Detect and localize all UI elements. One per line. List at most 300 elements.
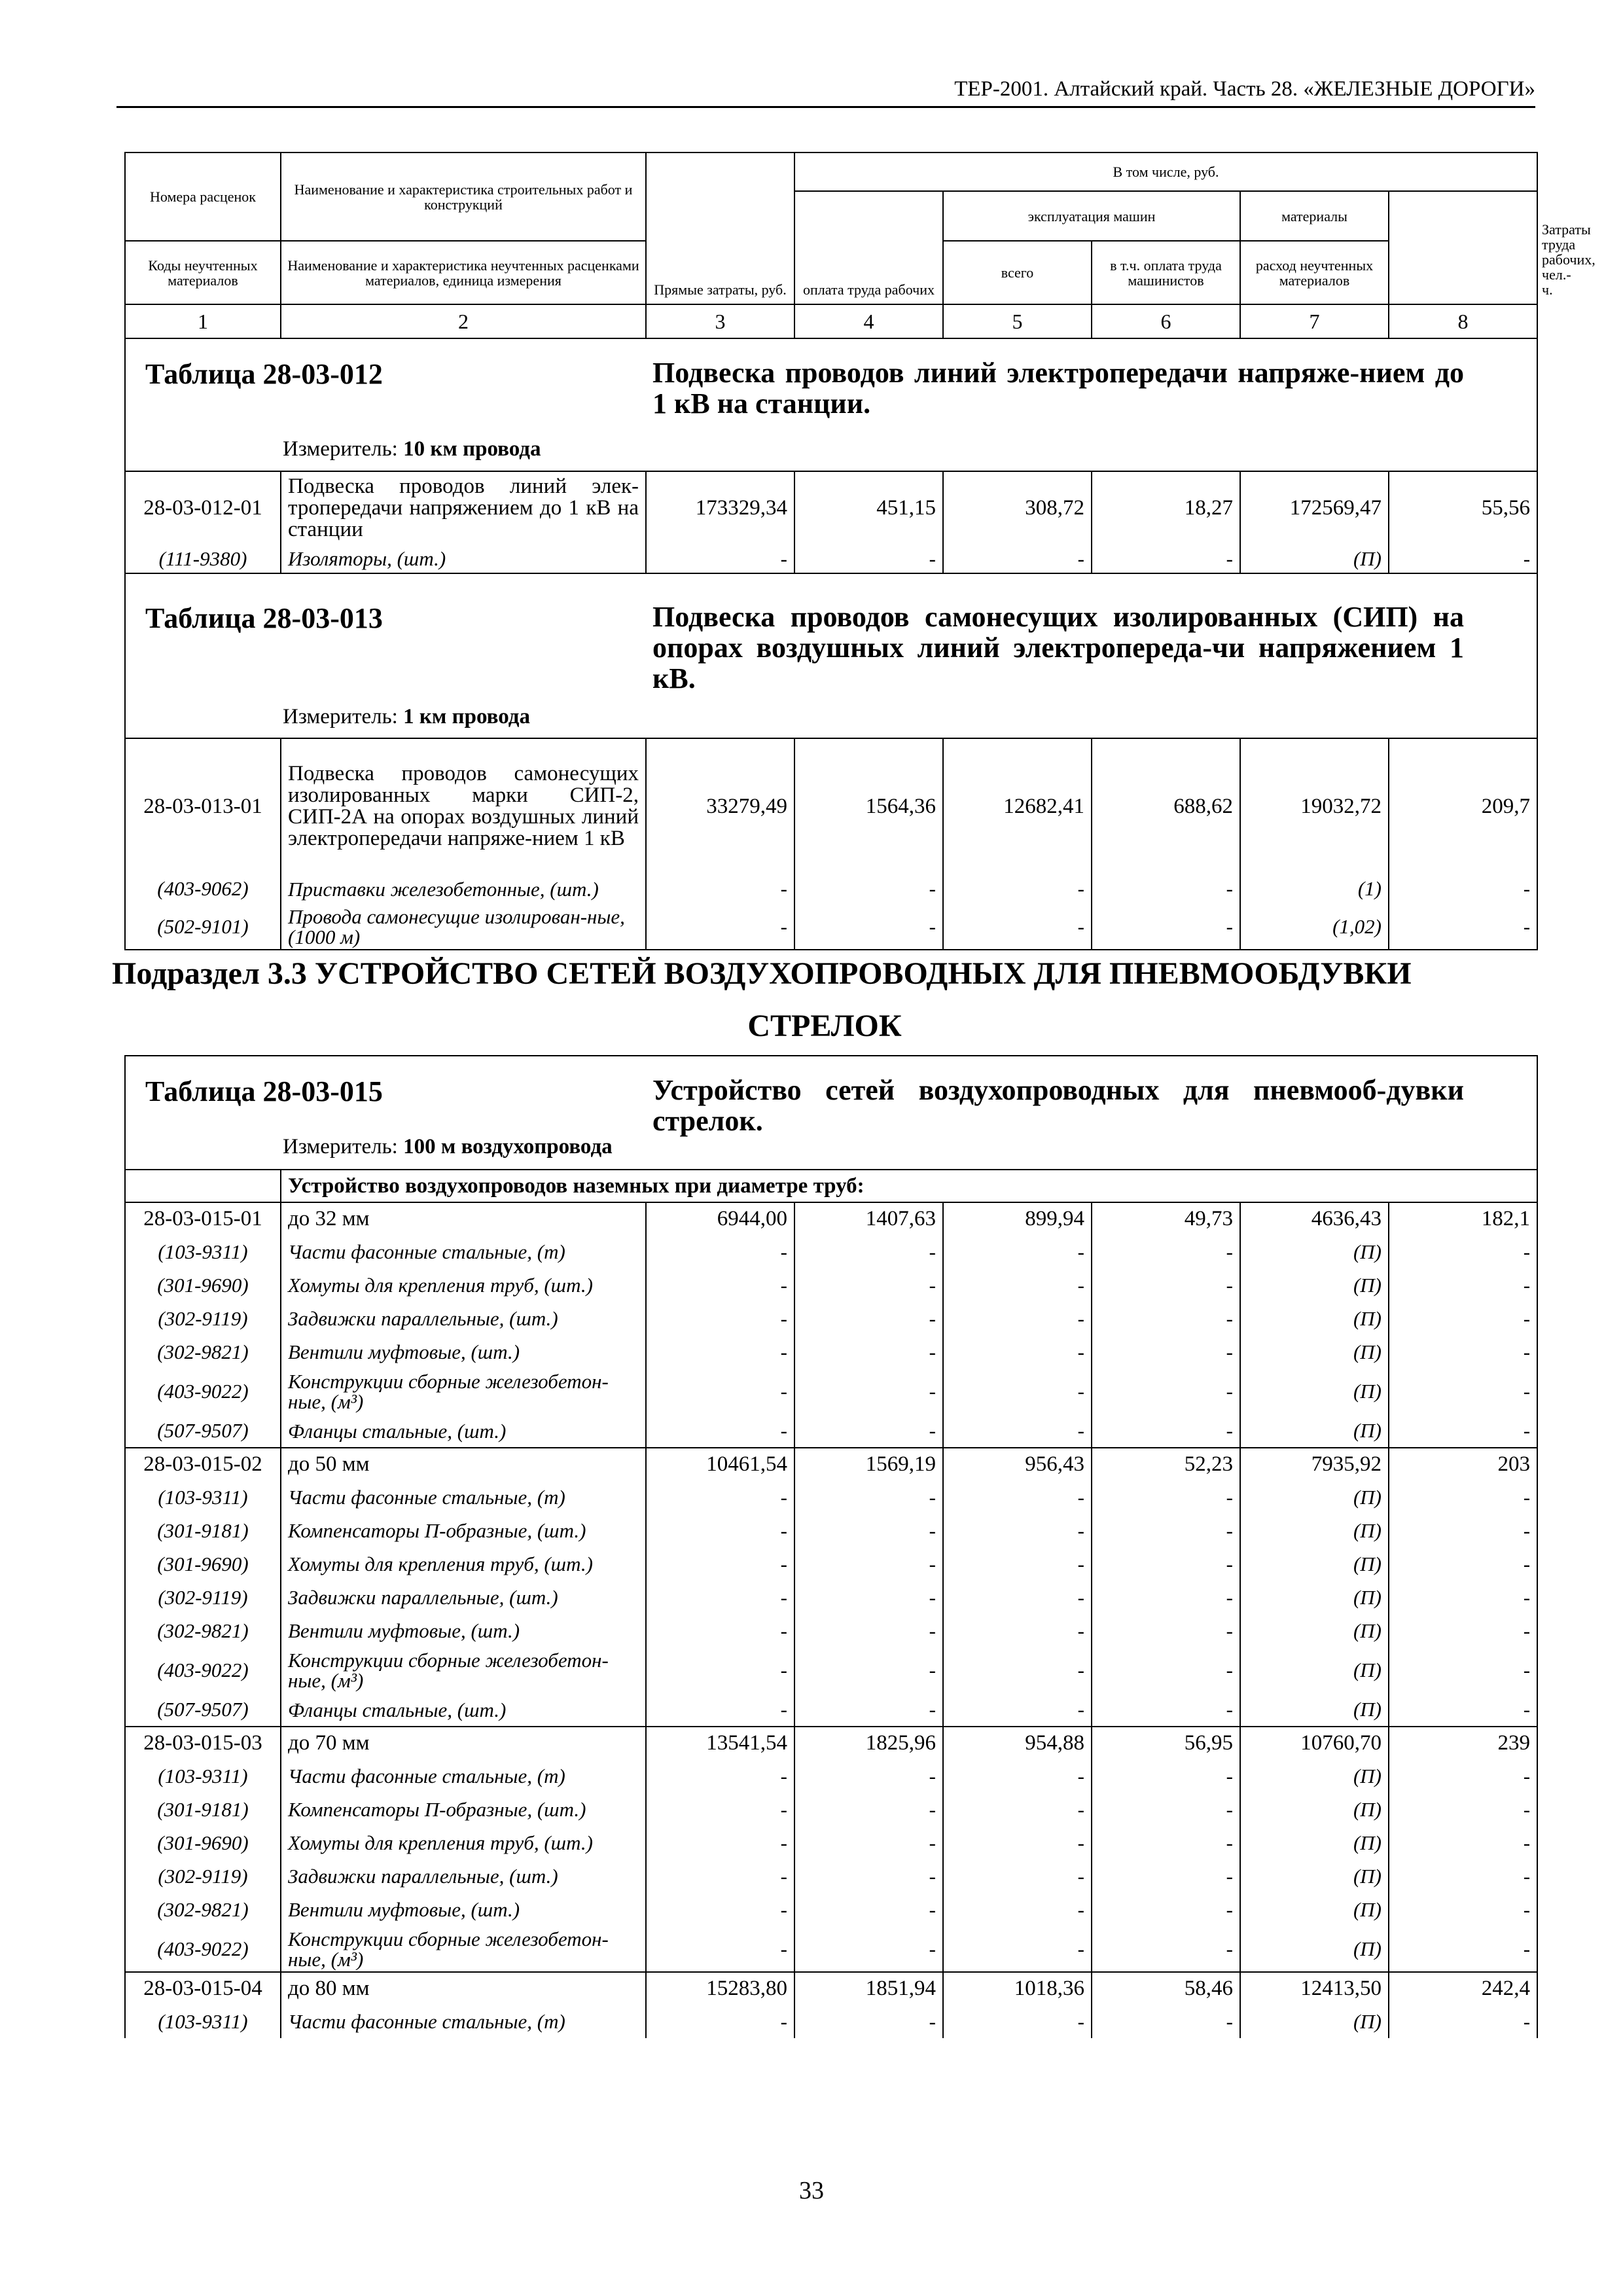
resource-value: - xyxy=(646,874,794,904)
resource-value: - xyxy=(1389,2005,1537,2038)
table-caption xyxy=(126,1056,1537,1169)
resource-value: - xyxy=(794,1480,943,1514)
resource-value: - xyxy=(1092,1759,1240,1793)
resource-value: - xyxy=(1092,1235,1240,1268)
subsection-line2: СТРЕЛОК xyxy=(747,1009,902,1043)
resource-value: - xyxy=(943,1893,1092,1926)
resource-value: - xyxy=(1389,1793,1537,1826)
resource-value: - xyxy=(1092,1647,1240,1693)
measure-label: Измеритель: xyxy=(283,437,398,461)
resource-value: - xyxy=(1389,545,1537,573)
rate-value: 58,46 xyxy=(1092,1972,1240,2005)
resource-code: (301-9690) xyxy=(125,1826,281,1859)
rate-name: до 32 мм xyxy=(281,1202,646,1235)
measure-value: 10 км провода xyxy=(403,437,541,461)
resource-value: - xyxy=(1389,1547,1537,1581)
table-caption-cell xyxy=(125,338,1537,471)
resource-name: Изоляторы, (шт.) xyxy=(281,545,646,573)
rate-code: 28-03-013-01 xyxy=(125,738,281,874)
resource-value: (П) xyxy=(1240,1268,1389,1302)
resource-value: - xyxy=(646,1547,794,1581)
resource-name: Части фасонные стальные, (т) xyxy=(281,1759,646,1793)
resource-value: - xyxy=(1092,1302,1240,1335)
resource-value: - xyxy=(1092,1893,1240,1926)
resource-value: - xyxy=(1092,1926,1240,1972)
resource-row xyxy=(125,1514,1537,1547)
resource-value: - xyxy=(794,1759,943,1793)
resource-value: - xyxy=(1092,1514,1240,1547)
table-description: Подвеска проводов самонесущих изолированных (СИП) на опорах воздушных линий электропереда-чи напряжением 1 кВ. xyxy=(652,601,1464,694)
resource-value: - xyxy=(794,904,943,950)
rate-value: 49,73 xyxy=(1092,1202,1240,1235)
column-number: 1 xyxy=(125,304,281,338)
measure-label: Измеритель: xyxy=(283,1135,398,1158)
resource-value: - xyxy=(1092,1369,1240,1414)
resource-value: - xyxy=(1092,874,1240,904)
resource-code: (403-9022) xyxy=(125,1647,281,1693)
resource-value: - xyxy=(943,1614,1092,1647)
resource-value: - xyxy=(794,1581,943,1614)
resource-value: - xyxy=(943,1547,1092,1581)
rate-value: 1018,36 xyxy=(943,1972,1092,2005)
resource-name: Задвижки параллельные, (шт.) xyxy=(281,1302,646,1335)
rate-row xyxy=(125,471,1537,545)
resource-value: - xyxy=(646,1268,794,1302)
resource-value: - xyxy=(1092,1547,1240,1581)
measure-label: Измеритель: xyxy=(283,705,398,728)
resource-code: (507-9507) xyxy=(125,1693,281,1727)
resource-value: - xyxy=(646,1235,794,1268)
resource-value: - xyxy=(943,1235,1092,1268)
resource-code: (502-9101) xyxy=(125,904,281,950)
resource-value: - xyxy=(646,1793,794,1826)
resource-value: - xyxy=(1389,1335,1537,1369)
resource-name: Части фасонные стальные, (т) xyxy=(281,1235,646,1268)
resource-code: (403-9022) xyxy=(125,1369,281,1414)
measure-unit xyxy=(283,1135,613,1159)
table-caption xyxy=(126,574,1537,738)
rate-code: 28-03-012-01 xyxy=(125,471,281,545)
resource-value: - xyxy=(943,1793,1092,1826)
rate-value: 956,43 xyxy=(943,1448,1092,1480)
rate-value: 182,1 xyxy=(1389,1202,1537,1235)
table-number: Таблица 28-03-013 xyxy=(145,602,383,634)
resource-name: Компенсаторы П-образные, (шт.) xyxy=(281,1793,646,1826)
resource-value: - xyxy=(1389,1235,1537,1268)
resource-value: - xyxy=(794,1614,943,1647)
resource-value: - xyxy=(794,2005,943,2038)
resource-value: - xyxy=(646,1369,794,1414)
resource-name: Провода самонесущие изолирован-ные, (1000 м) xyxy=(281,904,646,950)
rate-value: 10461,54 xyxy=(646,1448,794,1480)
column-number: 3 xyxy=(646,304,794,338)
resource-value: - xyxy=(1389,1859,1537,1893)
rate-name: до 80 мм xyxy=(281,1972,646,2005)
resource-row xyxy=(125,1926,1537,1972)
resource-code: (103-9311) xyxy=(125,1235,281,1268)
resource-value: - xyxy=(646,1614,794,1647)
resource-value: (П) xyxy=(1240,1759,1389,1793)
resource-name: Части фасонные стальные, (т) xyxy=(281,1480,646,1514)
resource-name: Части фасонные стальные, (т) xyxy=(281,2005,646,2038)
resource-name: Конструкции сборные железобетон-ные, (м³) xyxy=(281,1647,646,1693)
materials-header: материалы xyxy=(1240,191,1389,241)
resource-value: - xyxy=(646,1926,794,1972)
resource-value: - xyxy=(646,1759,794,1793)
resource-value: (П) xyxy=(1240,1302,1389,1335)
column-number: 7 xyxy=(1240,304,1389,338)
resource-name: Хомуты для крепления труб, (шт.) xyxy=(281,1268,646,1302)
resource-value: (П) xyxy=(1240,1335,1389,1369)
resource-value: - xyxy=(1092,1826,1240,1859)
resource-value: - xyxy=(1389,1302,1537,1335)
resource-code: (302-9821) xyxy=(125,1893,281,1926)
table-caption xyxy=(126,339,1537,471)
resource-value: - xyxy=(943,2005,1092,2038)
column-number: 6 xyxy=(1092,304,1240,338)
resource-value: - xyxy=(794,1547,943,1581)
col1-header-bottom: Коды неучтенных материалов xyxy=(125,241,281,304)
resource-name: Фланцы стальные, (шт.) xyxy=(281,1693,646,1727)
resource-value: - xyxy=(943,874,1092,904)
resource-value: - xyxy=(1092,1581,1240,1614)
resource-value: - xyxy=(943,1926,1092,1972)
resource-value: - xyxy=(794,1335,943,1369)
rate-value: 7935,92 xyxy=(1240,1448,1389,1480)
resource-value: - xyxy=(1092,2005,1240,2038)
resource-row xyxy=(125,1614,1537,1647)
rate-value: 6944,00 xyxy=(646,1202,794,1235)
resource-value: - xyxy=(646,1414,794,1448)
rate-value: 55,56 xyxy=(1389,471,1537,545)
resource-value: - xyxy=(646,545,794,573)
resource-value: - xyxy=(1092,1414,1240,1448)
resource-value: - xyxy=(794,1859,943,1893)
resource-value: - xyxy=(943,1302,1092,1335)
resource-value: - xyxy=(1389,1480,1537,1514)
resource-value: - xyxy=(646,1826,794,1859)
resource-value: - xyxy=(794,1793,943,1826)
resource-value: (1,02) xyxy=(1240,904,1389,950)
rate-value: 15283,80 xyxy=(646,1972,794,2005)
rate-value: 1564,36 xyxy=(794,738,943,874)
resource-row xyxy=(125,1793,1537,1826)
rate-code: 28-03-015-01 xyxy=(125,1202,281,1235)
resource-row xyxy=(125,1826,1537,1859)
col7-header: расход неучтенных материалов xyxy=(1240,241,1389,304)
table-number: Таблица 28-03-015 xyxy=(145,1075,383,1107)
resource-code: (301-9690) xyxy=(125,1547,281,1581)
resource-value: (П) xyxy=(1240,2005,1389,2038)
column-number: 2 xyxy=(281,304,646,338)
resource-code: (302-9821) xyxy=(125,1335,281,1369)
resource-value: - xyxy=(943,1759,1092,1793)
resource-name: Вентили муфтовые, (шт.) xyxy=(281,1335,646,1369)
resource-value: - xyxy=(1092,1793,1240,1826)
resource-value: - xyxy=(646,2005,794,2038)
table-caption-cell xyxy=(125,573,1537,738)
resource-value: - xyxy=(1389,1268,1537,1302)
resource-value: - xyxy=(646,1693,794,1727)
rate-value: 12682,41 xyxy=(943,738,1092,874)
rate-value: 242,4 xyxy=(1389,1972,1537,2005)
resource-value: - xyxy=(943,545,1092,573)
resource-value: - xyxy=(1092,545,1240,573)
rate-row xyxy=(125,738,1537,874)
resource-value: - xyxy=(794,1893,943,1926)
resource-code: (403-9022) xyxy=(125,1926,281,1972)
col2-header-bottom: Наименование и характеристика неучтенных расценками материалов, единица измерения xyxy=(281,241,646,304)
rate-value: 1569,19 xyxy=(794,1448,943,1480)
col1-header-top: Номера расценок xyxy=(125,152,281,241)
resource-row xyxy=(125,1335,1537,1369)
resource-value: (П) xyxy=(1240,1614,1389,1647)
resource-value: - xyxy=(794,1514,943,1547)
resource-row xyxy=(125,1302,1537,1335)
rate-value: 172569,47 xyxy=(1240,471,1389,545)
rate-row xyxy=(125,1448,1537,1480)
rate-value: 52,23 xyxy=(1092,1448,1240,1480)
resource-value: (П) xyxy=(1240,1369,1389,1414)
resource-value: (П) xyxy=(1240,1647,1389,1693)
resource-value: - xyxy=(794,1268,943,1302)
rate-value: 12413,50 xyxy=(1240,1972,1389,2005)
rate-value: 954,88 xyxy=(943,1727,1092,1759)
resource-value: - xyxy=(646,1302,794,1335)
resource-name: Задвижки параллельные, (шт.) xyxy=(281,1581,646,1614)
rate-value: 33279,49 xyxy=(646,738,794,874)
table-description: Подвеска проводов линий электропередачи напряже-нием до 1 кВ на станции. xyxy=(652,357,1464,420)
resource-value: (П) xyxy=(1240,1826,1389,1859)
measure-unit xyxy=(283,437,541,461)
resource-value: - xyxy=(943,1826,1092,1859)
resource-value: (П) xyxy=(1240,1926,1389,1972)
rate-code: 28-03-015-03 xyxy=(125,1727,281,1759)
resource-row xyxy=(125,2005,1537,2038)
resource-value: - xyxy=(943,1369,1092,1414)
resource-value: - xyxy=(794,1235,943,1268)
resource-value: (П) xyxy=(1240,545,1389,573)
resource-name: Вентили муфтовые, (шт.) xyxy=(281,1614,646,1647)
resource-value: - xyxy=(646,1335,794,1369)
resource-value: - xyxy=(1389,904,1537,950)
resource-value: - xyxy=(794,1369,943,1414)
table-description: Устройство сетей воздухопроводных для пневмооб-дувки стрелок. xyxy=(652,1074,1464,1137)
rate-value: 1825,96 xyxy=(794,1727,943,1759)
rate-value: 308,72 xyxy=(943,471,1092,545)
resource-code: (302-9119) xyxy=(125,1302,281,1335)
resource-value: - xyxy=(794,1647,943,1693)
rate-value: 239 xyxy=(1389,1727,1537,1759)
col3-header: Прямые затраты, руб. xyxy=(646,152,794,304)
rate-code: 28-03-015-04 xyxy=(125,1972,281,2005)
resource-value: - xyxy=(1092,1859,1240,1893)
resource-value: - xyxy=(1389,1369,1537,1414)
resource-value: - xyxy=(1092,1480,1240,1514)
resource-value: - xyxy=(1389,1893,1537,1926)
resource-code: (403-9062) xyxy=(125,874,281,904)
resource-value: - xyxy=(1389,1581,1537,1614)
rate-value: 209,7 xyxy=(1389,738,1537,874)
rate-value: 10760,70 xyxy=(1240,1727,1389,1759)
resource-value: - xyxy=(1389,1514,1537,1547)
rates-table: Номера расценок Наименование и характеристика строительных работ и конструкций Прямые затраты, руб. В том числе, руб. Затраты труда рабочих, чел.-ч. оплата труда рабочих эксплуатация машин материалы Коды неучтенных материалов Наименование и характеристика неучтенных расценками материалов, единица измерения всего в т.ч. оплата труда машинистов расход неучтенных материалов 1 2 3 4 5 6 7 8 Таблица 28-03-012 Подвеска проводов линий электропередачи напряже-нием до 1 кВ на станции. Измеритель: 10 км провода 28-03-012-01 Подвеска проводов линий элек-тропередачи напряжением до 1 кВ на станции 173329,34 451,15 308,72 18,27 172569,47 55,56 (111-9380) Изоляторы, (шт.) - - - - (П) - Таблица 28-03-013 Подвеска проводов самонесущих изолированных (СИП) на опорах воздушных линий электропереда-чи напряжением 1 кВ. Измеритель: 1 км провода 28-03-013-01 Подвеска проводов самонесущих изолированных марки СИП-2, СИП-2А на опорах воздушных линий электропередачи напряже-нием 1 кВ 33279,49 1564,36 12682,41 688,62 19032,72 209,7 (403-9062) Приставки железобетонные, (шт.) - - - - (1) - (502-9101) Провода самонесущие изолирован-ные, (1000 м) - - - - (1,02) - Подраздел 3.3 УСТРОЙСТВО СЕТЕЙ ВОЗДУХОПРОВОДНЫХ ДЛЯ ПНЕВМООБДУВКИ СТРЕЛОК Таблица 28-03-015 Устройство сетей воздухопроводных для пневмооб-дувки стрелок. Измеритель: 100 м воздухопровода Устройство воздухопроводов наземных при диаметре труб: 28-03-015-01 до 32 мм 6944,00 1407,63 899,94 49,73 4636,43 182,1 (103-9311) Части фасонные стальные, (т) - - - - (П) - (301-9690) Хомуты для крепления труб, (шт.) - - - - (П) - (302-9119) Задвижки параллельные, (шт.) - - - - (П) - (302-9821) Вентили муфтовые, (шт.) - - - - (П) - (403-9022) Конструкции сборные железобетон-ные, (м³) - - - - (П) - (507-9507) Фланцы стальные, (шт.) - - - - (П) - 28-03-015-02 до 50 мм 10461,54 1569,19 956,43 52,23 7935,92 203 (103-9311) Части фасонные стальные, (т) - - - - (П) - (301-9181) Компенсаторы П-образные, (шт.) - - - - (П) - (301-9690) Хомуты для крепления труб, (шт.) - - - - (П) - (302-9119) Задвижки параллельные, (шт.) - - - - (П) - (302-9821) Вентили муфтовые, (шт.) - - - - (П) - (403-9022) Конструкции сборные железобетон-ные, (м³) - - - - (П) - (507-9507) Фланцы стальные, (шт.) - - - - (П) - 28-03-015-03 до 70 мм 13541,54 1825,96 954,88 56,95 10760,70 239 (103-9311) Части фасонные стальные, (т) - - - - (П) - (301-9181) Компенсаторы П-образные, (шт.) - - - - (П) - (301-9690) Хомуты для крепления труб, (шт.) - - - - (П) - (302-9119) Задвижки параллельные, (шт.) - - - - (П) - (302-9821) Вентили муфтовые, (шт.) - - - - (П) - (403-9022) Конструкции сборные железобетон-ные, (м³) - - - - (П) - 28-03-015-04 до 80 мм 15283,80 1851,94 1018,36 58,46 12413,50 242,4 (103-9311) Части фасонные стальные, (т) - - - - (П) - xyxy=(124,152,1538,2038)
subheading-row xyxy=(125,1170,1537,1202)
rate-value: 13541,54 xyxy=(646,1727,794,1759)
resource-value: - xyxy=(1389,874,1537,904)
resource-value: (П) xyxy=(1240,1414,1389,1448)
resource-value: - xyxy=(943,1581,1092,1614)
resource-value: - xyxy=(1092,1268,1240,1302)
resource-value: - xyxy=(1092,1335,1240,1369)
resource-value: - xyxy=(943,1693,1092,1727)
resource-row xyxy=(125,1268,1537,1302)
resource-value: - xyxy=(646,1514,794,1547)
resource-code: (301-9181) xyxy=(125,1793,281,1826)
rate-name: до 70 мм xyxy=(281,1727,646,1759)
rate-value: 56,95 xyxy=(1092,1727,1240,1759)
resource-row xyxy=(125,1414,1537,1448)
rate-row xyxy=(125,1727,1537,1759)
resource-value: - xyxy=(794,874,943,904)
resource-name: Хомуты для крепления труб, (шт.) xyxy=(281,1826,646,1859)
rate-row xyxy=(125,1972,1537,2005)
rate-value: 1851,94 xyxy=(794,1972,943,2005)
resource-name: Фланцы стальные, (шт.) xyxy=(281,1414,646,1448)
rate-value: 19032,72 xyxy=(1240,738,1389,874)
resource-code: (301-9181) xyxy=(125,1514,281,1547)
rate-value: 173329,34 xyxy=(646,471,794,545)
resource-value: - xyxy=(1389,1693,1537,1727)
rate-code: 28-03-015-02 xyxy=(125,1448,281,1480)
resource-code: (507-9507) xyxy=(125,1414,281,1448)
resource-value: - xyxy=(943,1859,1092,1893)
resource-value: - xyxy=(1092,904,1240,950)
resource-row xyxy=(125,1581,1537,1614)
resource-code: (302-9119) xyxy=(125,1859,281,1893)
resource-value: - xyxy=(646,1647,794,1693)
resource-value: - xyxy=(943,1335,1092,1369)
resource-name: Хомуты для крепления труб, (шт.) xyxy=(281,1547,646,1581)
resource-value: (П) xyxy=(1240,1793,1389,1826)
resource-name: Компенсаторы П-образные, (шт.) xyxy=(281,1514,646,1547)
resource-value: (П) xyxy=(1240,1547,1389,1581)
resource-row xyxy=(125,904,1537,950)
resource-code: (103-9311) xyxy=(125,2005,281,2038)
resource-value: - xyxy=(943,1268,1092,1302)
resource-value: - xyxy=(943,1514,1092,1547)
resource-name: Вентили муфтовые, (шт.) xyxy=(281,1893,646,1926)
resource-value: - xyxy=(794,545,943,573)
incl-header: В том числе, руб. xyxy=(794,152,1537,191)
resource-value: (П) xyxy=(1240,1581,1389,1614)
resource-name: Конструкции сборные железобетон-ные, (м³) xyxy=(281,1926,646,1972)
rate-value: 18,27 xyxy=(1092,471,1240,545)
resource-value: - xyxy=(794,1826,943,1859)
rate-name: Подвеска проводов самонесущих изолированных марки СИП-2, СИП-2А на опорах воздушных линий электропередачи напряже-нием 1 кВ xyxy=(281,738,646,874)
resource-row xyxy=(125,545,1537,573)
resource-code: (301-9690) xyxy=(125,1268,281,1302)
measure-unit xyxy=(283,705,530,729)
running-header: ТЕР-2001. Алтайский край. Часть 28. «ЖЕЛЕЗНЫЕ ДОРОГИ» xyxy=(116,73,1535,108)
resource-row xyxy=(125,1547,1537,1581)
rate-value: 1407,63 xyxy=(794,1202,943,1235)
page-number: 33 xyxy=(799,2177,824,2204)
resource-row xyxy=(125,1893,1537,1926)
rate-name: Подвеска проводов линий элек-тропередачи напряжением до 1 кВ на станции xyxy=(281,471,646,545)
resource-name: Конструкции сборные железобетон-ные, (м³) xyxy=(281,1369,646,1414)
resource-row xyxy=(125,1693,1537,1727)
resource-code: (302-9821) xyxy=(125,1614,281,1647)
resource-value: - xyxy=(646,1581,794,1614)
resource-value: - xyxy=(794,1693,943,1727)
resource-row xyxy=(125,1759,1537,1793)
resource-value: - xyxy=(794,1302,943,1335)
resource-value: - xyxy=(1389,1926,1537,1972)
rate-value: 203 xyxy=(1389,1448,1537,1480)
resource-row xyxy=(125,1235,1537,1268)
rate-value: 688,62 xyxy=(1092,738,1240,874)
resource-value: (П) xyxy=(1240,1514,1389,1547)
resource-row xyxy=(125,1647,1537,1693)
resource-code: (103-9311) xyxy=(125,1480,281,1514)
column-number: 8 xyxy=(1389,304,1537,338)
resource-row xyxy=(125,1859,1537,1893)
resource-value: - xyxy=(646,904,794,950)
resource-value: - xyxy=(1389,1826,1537,1859)
resource-name: Приставки железобетонные, (шт.) xyxy=(281,874,646,904)
resource-value: - xyxy=(1389,1414,1537,1448)
subheading-empty xyxy=(125,1170,281,1202)
resource-row xyxy=(125,1369,1537,1414)
resource-value: - xyxy=(1389,1759,1537,1793)
resource-value: (П) xyxy=(1240,1235,1389,1268)
resource-value: - xyxy=(794,1926,943,1972)
resource-value: - xyxy=(1389,1614,1537,1647)
resource-value: - xyxy=(794,1414,943,1448)
resource-row xyxy=(125,874,1537,904)
resource-value: - xyxy=(943,1480,1092,1514)
resource-value: (П) xyxy=(1240,1693,1389,1727)
resource-value: (П) xyxy=(1240,1893,1389,1926)
resource-code: (302-9119) xyxy=(125,1581,281,1614)
rate-value: 4636,43 xyxy=(1240,1202,1389,1235)
resource-code: (103-9311) xyxy=(125,1759,281,1793)
subsection-line1: Подраздел 3.3 УСТРОЙСТВО СЕТЕЙ ВОЗДУХОПРОВОДНЫХ ДЛЯ ПНЕВМООБДУВКИ xyxy=(112,956,1412,991)
resource-value: (П) xyxy=(1240,1859,1389,1893)
col2-header-top: Наименование и характеристика строительных работ и конструкций xyxy=(281,152,646,241)
measure-value: 1 км провода xyxy=(403,705,530,728)
resource-value: - xyxy=(1092,1693,1240,1727)
col5-header: всего xyxy=(943,241,1092,304)
resource-value: - xyxy=(943,1414,1092,1448)
rate-value: 451,15 xyxy=(794,471,943,545)
measure-value: 100 м воздухопровода xyxy=(403,1135,613,1158)
column-number: 4 xyxy=(794,304,943,338)
rate-row xyxy=(125,1202,1537,1235)
rate-name: до 50 мм xyxy=(281,1448,646,1480)
col4-header: оплата труда рабочих xyxy=(794,191,943,304)
subsection-heading xyxy=(112,950,1537,1055)
table-number: Таблица 28-03-012 xyxy=(145,358,383,390)
resource-name: Задвижки параллельные, (шт.) xyxy=(281,1859,646,1893)
table-caption-cell xyxy=(125,1056,1537,1170)
resource-value: - xyxy=(943,1647,1092,1693)
resource-value: - xyxy=(1092,1614,1240,1647)
column-numbers-row xyxy=(125,304,1537,338)
subheading: Устройство воздухопроводов наземных при диаметре труб: xyxy=(281,1170,1537,1202)
resource-value: - xyxy=(646,1480,794,1514)
